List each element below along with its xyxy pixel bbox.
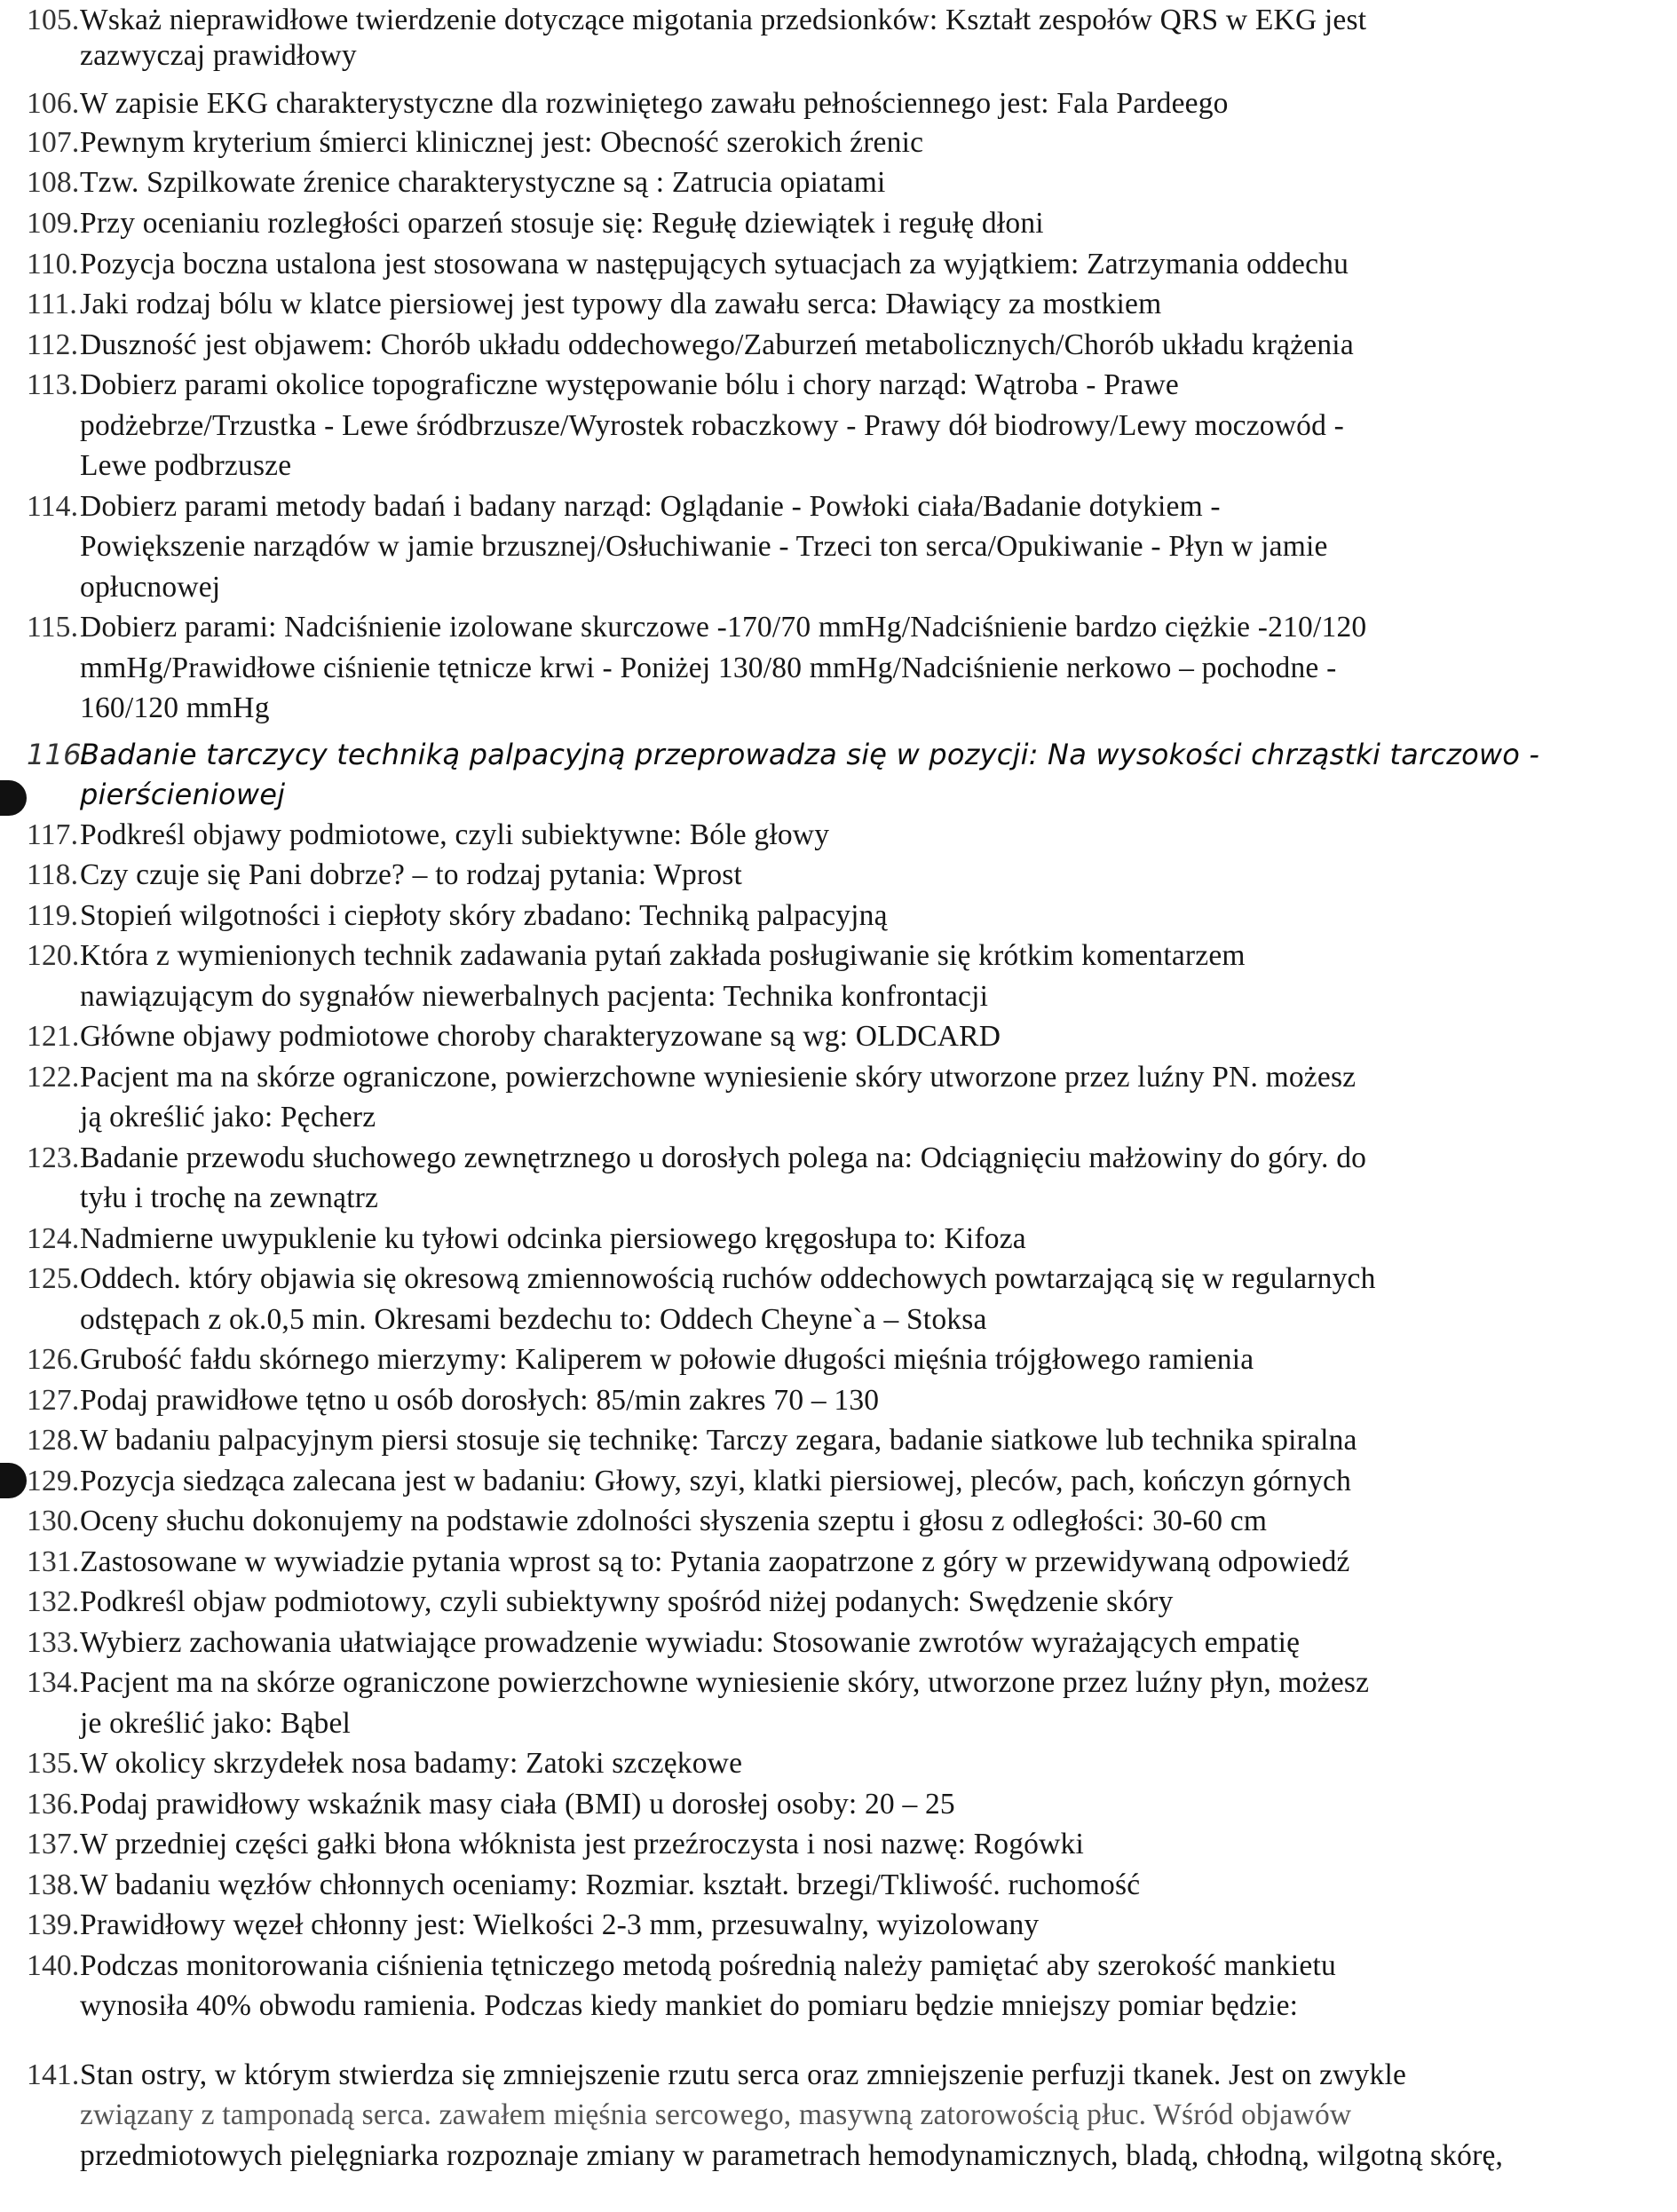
text-line [27,125,1672,161]
text-line [27,1181,1672,1216]
item-number: 137. [27,1828,80,1860]
text-line [27,979,1672,1015]
text-line [27,1221,1672,1257]
item-text: przedmiotowych pielęgniarka rozpoznaje zmiany w parametrach hemodynamicznych, bladą, chłodną, wilgotną skórę, [80,2139,1504,2172]
text-line [27,489,1672,525]
text-line [27,857,1672,893]
item-text: Podczas monitorowania ciśnienia tętniczego metodą pośrednią należy pamiętać aby szerokość mankietu [80,1949,1336,1982]
item-number: 133. [27,1626,80,1659]
item-number: 110. [27,248,79,280]
item-number: 107. [27,126,80,159]
text-line [27,1908,1672,1943]
text-line [27,38,1672,74]
handwritten-line [27,737,1672,772]
item-text: opłucnowej [80,571,221,604]
item-text: Podaj prawidłowe tętno u osób dorosłych: 85/min zakres 70 – 130 [80,1384,880,1417]
text-line [27,3,1672,38]
item-text: Czy czuje się Pani dobrze? – to rodzaj pytania: Wprost [80,858,743,891]
text-line [27,898,1672,934]
item-number: 121. [27,1020,80,1053]
punch-hole-mark [0,780,27,816]
text-line [27,1342,1672,1378]
item-text: Pacjent ma na skórze ograniczone powierzchowne wyniesienie skóry, utworzone przez luźny płyn, możesz [80,1666,1370,1699]
item-text: ją określić jako: Pęcherz [80,1101,376,1134]
text-line [27,165,1672,201]
text-line [27,1261,1672,1297]
text-line [27,1383,1672,1418]
item-text: pierścieniowej [80,778,286,811]
item-number: 106. [27,87,80,120]
text-line [27,408,1672,444]
text-line [27,1100,1672,1135]
item-text: Badanie tarczycy techniką palpacyjną przeprowadza się w pozycji: Na wysokości chrząstki tarczowo - [80,738,1540,771]
item-text: Podkreśl objaw podmiotowy, czyli subiektywny spośród niżej podanych: Swędzenie skóry [80,1585,1174,1618]
item-text: Pozycja boczna ustalona jest stosowana w następujących sytuacjach za wyjątkiem: Zatrzymania oddechu [80,248,1349,280]
item-text: Stopień wilgotności i ciepłoty skóry zbadano: Techniką palpacyjną [80,899,888,932]
item-text: Pozycja siedząca zalecana jest w badaniu: Głowy, szyi, klatki piersiowej, pleców, pach, kończyn górnych [80,1465,1352,1497]
item-text: Przy ocenianiu rozległości oparzeń stosuje się: Regułę dziewiątek i regułę dłoni [80,207,1044,240]
item-number: 105. [27,4,80,36]
text-line [27,938,1672,974]
item-text: Prawidłowy węzeł chłonny jest: Wielkości 2-3 mm, przesuwalny, wyizolowany [80,1908,1040,1941]
item-text: Dobierz parami: Nadciśnienie izolowane skurczowe -170/70 mmHg/Nadciśnienie bardzo ciężkie -210/120 [80,611,1367,644]
text-line [27,1019,1672,1055]
item-number: 125. [27,1262,80,1295]
item-text: Która z wymienionych technik zadawania pytań zakłada posługiwanie się krótkim komentarzem [80,939,1246,972]
item-text: Pewnym kryterium śmierci klinicznej jest: Obecność szerokich źrenic [80,126,924,159]
item-text: Oceny słuchu dokonujemy na podstawie zdolności słyszenia szeptu i głosu z odległości: 30-60 cm [80,1505,1268,1537]
item-number: 126. [27,1343,80,1376]
text-line [27,1302,1672,1338]
text-line [27,448,1672,484]
item-text: nawiązującym do sygnałów niewerbalnych pacjenta: Technika konfrontacji [80,980,989,1013]
item-text: Grubość fałdu skórnego mierzymy: Kaliperem w połowie długości mięśnia trójgłowego ramienia [80,1343,1254,1376]
item-text: Pacjent ma na skórze ograniczone, powierzchowne wyniesienie skóry utworzone przez luźny PN. możesz [80,1061,1357,1094]
text-line [27,2138,1672,2174]
item-text: W badaniu węzłów chłonnych oceniamy: Rozmiar. kształt. brzegi/Tkliwość. ruchomość [80,1868,1141,1901]
text-line [27,328,1672,363]
item-number: 118. [27,858,79,891]
item-number: 129. [27,1465,80,1497]
text-line [27,818,1672,853]
item-text: Główne objawy podmiotowe choroby charakteryzowane są wg: OLDCARD [80,1020,1001,1053]
text-line [27,2058,1672,2093]
item-number: 132. [27,1585,80,1618]
item-text: Wybierz zachowania ułatwiające prowadzenie wywiadu: Stosowanie zwrotów wyrażających empatię [80,1626,1301,1659]
text-line [27,1544,1672,1580]
punch-hole-mark [0,1463,27,1498]
text-line [27,287,1672,322]
text-line [27,651,1672,686]
item-text: Nadmierne uwypuklenie ku tyłowi odcinka piersiowego kręgosłupa to: Kifoza [80,1222,1026,1255]
item-number: 131. [27,1545,80,1578]
item-number: 136. [27,1788,80,1821]
item-text: Powiększenie narządów w jamie brzusznej/Osłuchiwanie - Trzeci ton serca/Opukiwanie - Płyn w jamie [80,530,1328,563]
item-number: 123. [27,1142,80,1174]
item-number: 114. [27,490,79,523]
item-text: je określić jako: Bąbel [80,1707,352,1740]
item-text: W badaniu palpacyjnym piersi stosuje się technikę: Tarczy zegara, badanie siatkowe lub technika spiralna [80,1424,1357,1457]
text-line [27,86,1672,122]
item-text: wynosiła 40% obwodu ramienia. Podczas kiedy mankiet do pomiaru będzie mniejszy pomiar będzie: [80,1989,1299,2022]
item-text: W przedniej części gałki błona włóknista jest przeźroczysta i nosi nazwę: Rogówki [80,1828,1084,1860]
item-number: 138. [27,1868,80,1901]
text-line [27,1948,1672,1984]
item-number: 135. [27,1747,80,1780]
text-line [27,1464,1672,1499]
item-text: podżebrze/Trzustka - Lewe śródbrzusze/Wyrostek robaczkowy - Prawy dół biodrowy/Lewy moczowód - [80,409,1344,442]
item-number: 140. [27,1949,80,1982]
item-number: 130. [27,1505,80,1537]
text-line [27,367,1672,403]
item-number: 141. [27,2058,80,2091]
text-line [27,1504,1672,1539]
item-number: 120. [27,939,80,972]
item-number: 117. [27,818,79,851]
item-text: W okolicy skrzydełek nosa badamy: Zatoki szczękowe [80,1747,743,1780]
item-number: 127. [27,1384,80,1417]
item-text: Wskaż nieprawidłowe twierdzenie dotyczące migotania przedsionków: Kształt zespołów QRS w EKG jest [80,4,1367,36]
item-text: Badanie przewodu słuchowego zewnętrznego u dorosłych polega na: Odciągnięciu małżowiny do góry. do [80,1142,1367,1174]
item-number: 108. [27,166,80,199]
item-text: Zastosowane w wywiadzie pytania wprost są to: Pytania zaopatrzone z góry w przewidywaną odpowiedź [80,1545,1350,1578]
item-number: 115. [27,611,79,644]
item-text: Lewe podbrzusze [80,449,292,482]
item-text: W zapisie EKG charakterystyczne dla rozwiniętego zawału pełnościennego jest: Fala Pardeego [80,87,1229,120]
text-line [27,247,1672,282]
item-text: związany z tamponadą serca. zawałem mięśnia sercowego, masywną zatorowością płuc. Wśród objawów [80,2098,1352,2131]
item-number: 134. [27,1666,80,1699]
item-text: Stan ostry, w którym stwierdza się zmniejszenie rzutu serca oraz zmniejszenie perfuzji tkanek. Jest on zwykle [80,2058,1407,2091]
item-text: Dobierz parami metody badań i badany narząd: Oglądanie - Powłoki ciała/Badanie dotykiem - [80,490,1221,523]
item-number: 128. [27,1424,80,1457]
text-line [27,1746,1672,1781]
item-number: 122. [27,1061,80,1094]
text-line [27,1827,1672,1862]
item-number: 119. [27,899,79,932]
item-number: 116. [27,738,91,771]
item-text: Jaki rodzaj bólu w klatce piersiowej jest typowy dla zawału serca: Dławiący za mostkiem [80,288,1162,320]
handwritten-line [27,777,1672,812]
item-number: 111. [27,288,77,320]
text-line [27,1423,1672,1458]
text-line [27,1141,1672,1176]
text-line [27,529,1672,565]
item-number: 112. [27,328,79,361]
text-line [27,1988,1672,2024]
item-text: Podkreśl objawy podmiotowe, czyli subiektywne: Bóle głowy [80,818,830,851]
text-line [27,1706,1672,1742]
text-line [27,1060,1672,1095]
text-line [27,1868,1672,1903]
text-line [27,2097,1672,2133]
text-line [27,206,1672,241]
item-text: Podaj prawidłowy wskaźnik masy ciała (BMI) u dorosłej osoby: 20 – 25 [80,1788,955,1821]
text-line [27,1665,1672,1701]
item-number: 124. [27,1222,80,1255]
text-line [27,570,1672,605]
item-number: 113. [27,368,79,401]
text-line [27,1625,1672,1661]
item-text: 160/120 mmHg [80,691,270,724]
item-text: Dobierz parami okolice topograficzne występowanie bólu i chory narząd: Wątroba - Prawe [80,368,1179,401]
text-line [27,610,1672,645]
item-text: odstępach z ok.0,5 min. Okresami bezdechu to: Oddech Cheyne`a – Stoksa [80,1303,987,1336]
text-line [27,691,1672,726]
item-text: zazwyczaj prawidłowy [80,39,357,72]
item-number: 109. [27,207,80,240]
item-text: Tzw. Szpilkowate źrenice charakterystyczne są : Zatrucia opiatami [80,166,886,199]
item-text: tyłu i trochę na zewnątrz [80,1181,379,1214]
item-text: Oddech. który objawia się okresową zmiennowością ruchów oddechowych powtarzającą się w regularnych [80,1262,1376,1295]
item-number: 139. [27,1908,80,1941]
item-text: mmHg/Prawidłowe ciśnienie tętnicze krwi - Poniżej 130/80 mmHg/Nadciśnienie nerkowo – pochodne - [80,652,1337,684]
text-line [27,1584,1672,1620]
item-text: Duszność jest objawem: Chorób układu oddechowego/Zaburzeń metabolicznych/Chorób układu krążenia [80,328,1354,361]
text-line [27,1787,1672,1822]
